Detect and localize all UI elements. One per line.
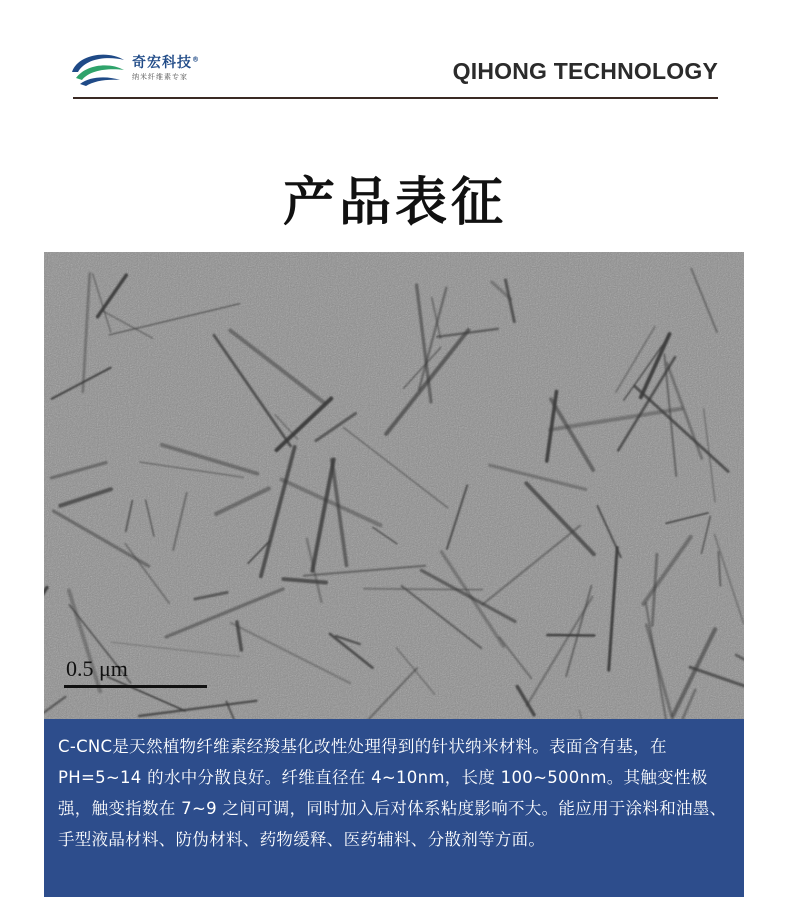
brand-english-name: QIHONG TECHNOLOGY [452,58,718,84]
company-logo[interactable] [68,48,228,88]
scale-bar-label: 0.5 μm [66,656,128,681]
logo-tagline: 纳米纤维素专家 [132,73,188,81]
logo-swoosh-icon [68,48,128,88]
nanofiber-mark [547,635,594,636]
page-title: 产品表征 [282,173,507,233]
description-panel [44,719,744,897]
scale-bar [64,685,207,688]
tem-micrograph [44,252,744,720]
description-text: C-CNC是天然植物纤维素经羧基化改性处理得到的针状纳米材料。表面含有基，在PH=5~14 的水中分散良好。纤维直径在 4~10nm，长度 100~500nm。其触变性极强，触变指数在 7~9 之间可调，同时加入后对体系粘度影响不大。能应用于涂料和油墨、手型液晶材料、防伪材料、药物缓释、医药辅料、分散剂等方面。 [58,737,727,849]
header [0,0,790,105]
logo-company-name: 奇宏科技® [132,55,200,71]
header-divider [73,97,718,99]
micrograph-texture [44,252,744,720]
